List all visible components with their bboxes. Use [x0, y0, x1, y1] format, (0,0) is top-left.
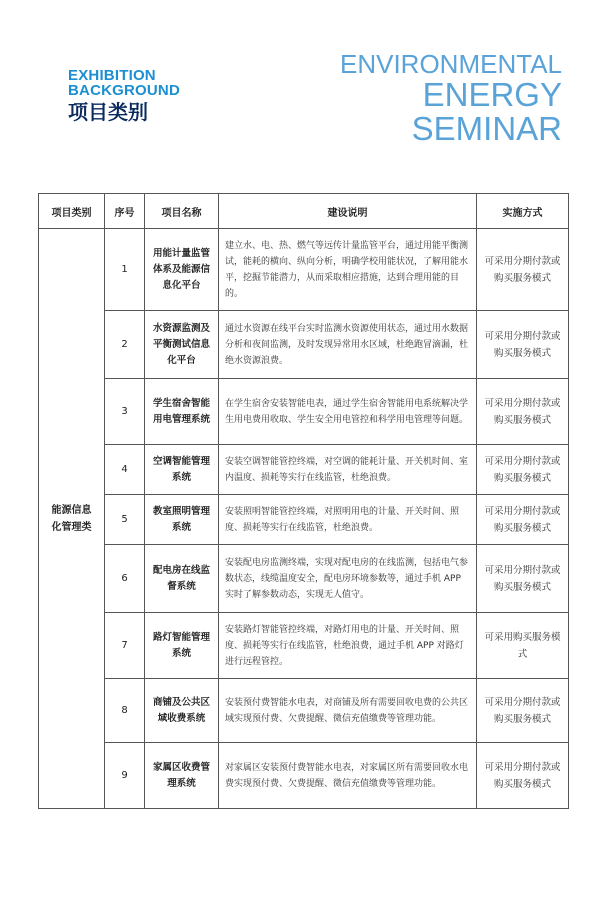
table-row	[39, 679, 569, 743]
table-header-row	[39, 194, 569, 229]
project-table	[38, 193, 569, 809]
row-number: 6	[105, 545, 145, 613]
header-mode: 实施方式	[477, 194, 569, 229]
row-number: 2	[105, 311, 145, 379]
category-cell	[39, 229, 105, 809]
row-number: 5	[105, 495, 145, 545]
seminar-line1: ENVIRONMENTAL	[340, 49, 562, 79]
row-description: 安装空调智能管控终端，对空调的能耗计量、开关机时间、室内温度、损耗等实行在线监管，杜绝浪费。	[219, 445, 477, 495]
cn-title: 项目类别	[68, 100, 148, 124]
row-description: 安装路灯智能管控终端，对路灯用电的计量、开关时间、照度、损耗等实行在线监管，杜绝浪费，通过手机 APP 对路灯进行远程管控。	[219, 613, 477, 679]
table-row	[39, 743, 569, 809]
row-number: 9	[105, 743, 145, 809]
row-description: 安装照明智能管控终端，对照明用电的计量、开关时间、照度、损耗等实行在线监管，杜绝浪费。	[219, 495, 477, 545]
header-name: 项目名称	[145, 194, 219, 229]
row-description: 通过水资源在线平台实时监测水资源使用状态，通过用水数据分析和夜间监测，及时发现异常用水区域，杜绝跑冒滴漏，杜绝水资源浪费。	[219, 311, 477, 379]
seminar-line2: ENERGY	[422, 76, 562, 113]
header-right	[340, 50, 562, 146]
row-description: 对家属区安装预付费智能水电表，对家属区所有需要回收水电费实现预付费、欠费提醒、微信充值缴费等管理功能。	[219, 743, 477, 809]
header-left	[68, 68, 180, 124]
row-description: 建立水、电、热、燃气等远传计量监管平台，通过用能平衡测试，能耗的横向、纵向分析，明确学校用能状况，了解用能水平，挖掘节能潜力，从而采取相应措施，达到合理用能的目的。	[219, 229, 477, 311]
table-row	[39, 311, 569, 379]
row-number: 3	[105, 379, 145, 445]
row-name: 配电房在线监督系统	[145, 545, 219, 613]
row-number: 1	[105, 229, 145, 311]
en-title-line1: EXHIBITION	[68, 67, 156, 84]
row-mode: 可采用分期付款或购买服务模式	[477, 743, 569, 809]
row-name: 路灯智能管理系统	[145, 613, 219, 679]
seminar-line3: SEMINAR	[411, 110, 562, 147]
row-description: 安装预付费智能水电表，对商铺及所有需要回收电费的公共区域实现预付费、欠费提醒、微信充值缴费等管理功能。	[219, 679, 477, 743]
row-name: 用能计量监管体系及能源信息化平台	[145, 229, 219, 311]
row-description: 在学生宿舍安装智能电表，通过学生宿舍智能用电系统解决学生用电费用收取、学生安全用电管控和科学用电管理等问题。	[219, 379, 477, 445]
table-row	[39, 545, 569, 613]
table-row	[39, 229, 569, 311]
header-number: 序号	[105, 194, 145, 229]
row-mode: 可采用分期付款或购买服务模式	[477, 229, 569, 311]
row-name: 商铺及公共区域收费系统	[145, 679, 219, 743]
header-description: 建设说明	[219, 194, 477, 229]
row-mode: 可采用分期付款或购买服务模式	[477, 495, 569, 545]
en-title-line2: BACKGROUND	[68, 82, 180, 99]
table-row	[39, 613, 569, 679]
row-mode: 可采用分期付款或购买服务模式	[477, 445, 569, 495]
category-label: 能源信息化管理类	[51, 504, 92, 533]
row-mode: 可采用分期付款或购买服务模式	[477, 679, 569, 743]
row-description: 安装配电房监测终端，实现对配电房的在线监测，包括电气参数状态，线缆温度安全，配电房环境参数等，通过手机 APP 实时了解参数动态，实现无人值守。	[219, 545, 477, 613]
row-name: 教室照明管理系统	[145, 495, 219, 545]
row-number: 4	[105, 445, 145, 495]
row-mode: 可采用分期付款或购买服务模式	[477, 311, 569, 379]
table-row	[39, 379, 569, 445]
row-name: 空调智能管理系统	[145, 445, 219, 495]
row-number: 8	[105, 679, 145, 743]
row-name: 学生宿舍智能用电管理系统	[145, 379, 219, 445]
row-mode: 可采用购买服务模式	[477, 613, 569, 679]
table-row	[39, 495, 569, 545]
row-number: 7	[105, 613, 145, 679]
header-category: 项目类别	[39, 194, 105, 229]
row-name: 水资源监测及平衡测试信息化平台	[145, 311, 219, 379]
row-mode: 可采用分期付款或购买服务模式	[477, 545, 569, 613]
table-row	[39, 445, 569, 495]
row-mode: 可采用分期付款或购买服务模式	[477, 379, 569, 445]
row-name: 家属区收费管理系统	[145, 743, 219, 809]
